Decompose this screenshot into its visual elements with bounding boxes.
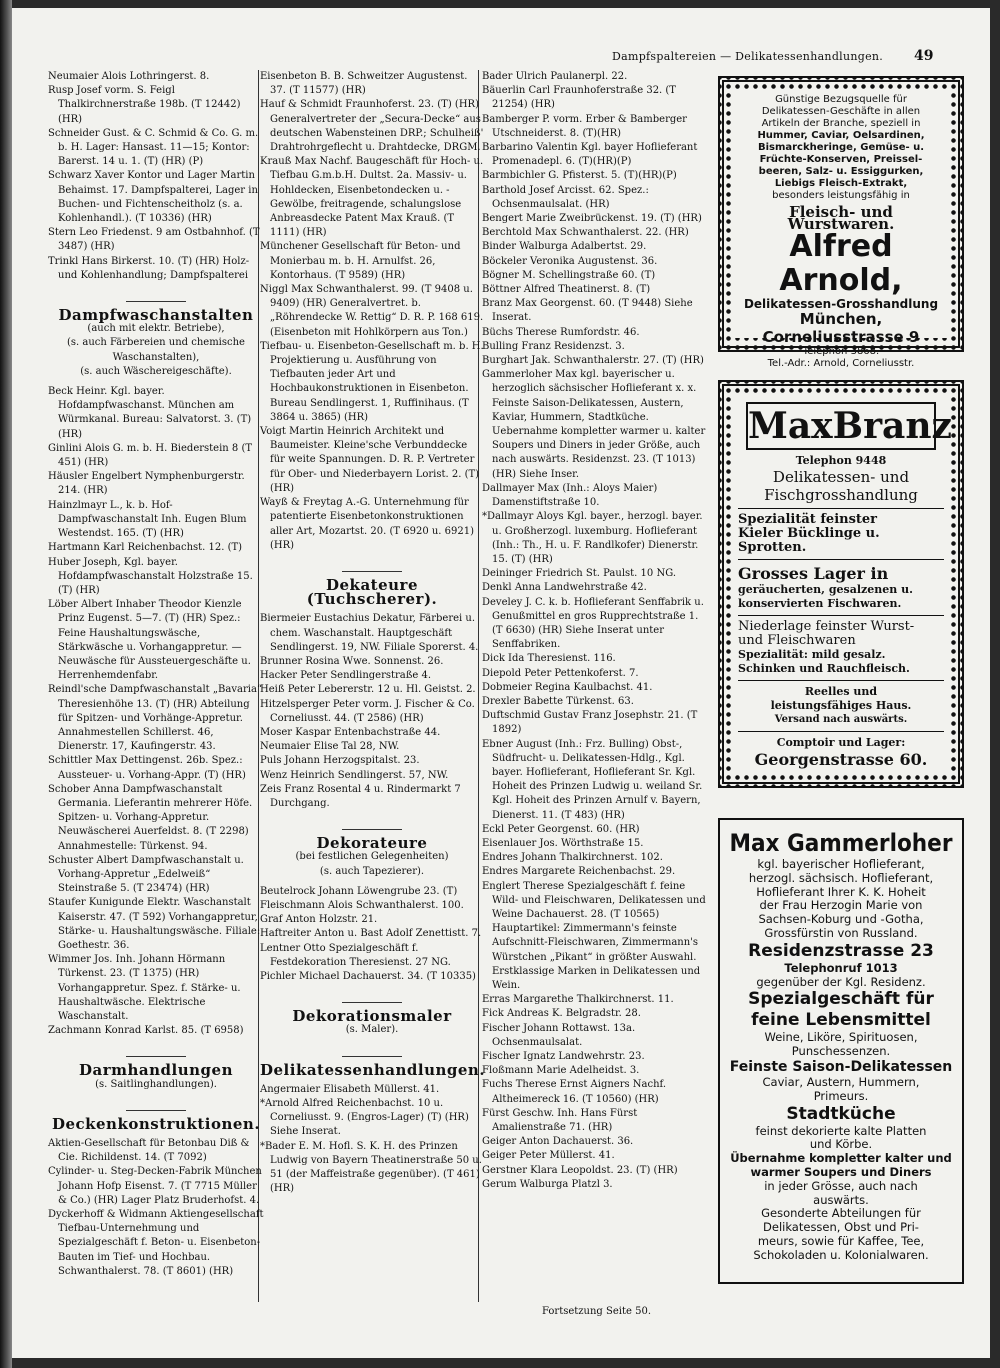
- list-item: *Bader E. M. Hofl. S. K. H. des Prinzen Ludwig von Bayern Theatinerstraße 50 u. 51 (der Maffeistraße gegenüber). (T 461) (HR): [260, 1140, 482, 1195]
- list-item: Denkl Anna Landwehrstraße 42.: [482, 582, 647, 594]
- continued-note: Fortsetzung Seite 50.: [542, 1306, 651, 1317]
- list-item: Gammerloher Max kgl. bayerischer u. herzoglich sächsischer Hoflieferant x. x. Feinste Saison-Delikatessen, Austern, Kaviar, Hummern, Stadtküche. Uebernahme kompletter warmer u. kalter Soupers und Diners in jeder Größe, auch nach auswärts. Residenzst. 23. (T 1013) (HR) Siehe Inser.: [482, 369, 706, 480]
- list-item: Erras Margarethe Thalkirchnerst. 11.: [482, 994, 674, 1006]
- list-item: Beck Heinr. Kgl. bayer. Hofdampfwaschanst. München am Würmkanal. Bureau: Salvatorst. 3. (T) (HR): [48, 386, 252, 440]
- list-item: Diepold Peter Pettenkoferst. 7.: [482, 667, 639, 679]
- ad-line: Sachsen-Koburg und -Gotha,: [758, 912, 924, 927]
- entry-list: [260, 1083, 484, 1197]
- ad-line: Comptoir und Lager:: [776, 736, 906, 749]
- ad-line: Bismarckheringe, Gemüse- u.: [757, 142, 925, 153]
- list-item: Häusler Engelbert Nymphenburgerstr. 214. (HR): [48, 471, 245, 497]
- list-item: Stern Leo Friedenst. 9 am Ostbahnhof. (T 3487) (HR): [48, 227, 260, 253]
- running-head: Dampfspaltereien — Delikatessenhandlungen.: [612, 50, 884, 63]
- ad-line: Versand nach auswärts.: [774, 714, 908, 725]
- list-item: Neumaier Elise Tal 28, NW.: [260, 741, 400, 753]
- list-item: Heiß Peter Lebererstr. 12 u. Hl. Geistst. 2.: [260, 684, 476, 696]
- ad-line: Liebigs Fleisch-Extrakt,: [774, 178, 908, 189]
- list-item: Puls Johann Herzogspitalst. 23.: [260, 755, 420, 767]
- list-item: Bader Ulrich Paulanerpl. 22.: [482, 71, 628, 82]
- list-item: Cylinder- u. Steg-Decken-Fabrik München Johann Hofp Eisenst. 7. (T 7715 Müller & Co.) (HR) Lager Platz Bruderhofst. 4.: [48, 1166, 262, 1206]
- list-item: Wayß & Freytag A.-G. Unternehmung für patentierte Eisenbetonkonstruktionen aller Art, Mozartst. 20. (T 6920 u. 6921) (HR): [260, 497, 475, 551]
- ad-line: besonders leistungsfähig in: [772, 190, 910, 201]
- list-item: Floßmann Marie Adelheidst. 3.: [482, 1065, 640, 1077]
- list-item: Pichler Michael Dachauerst. 34. (T 10335): [260, 970, 476, 982]
- ad-telegram: Tel.-Adr.: Arnold, Corneliusstr.: [767, 358, 915, 369]
- section-title: Dekorateure: [316, 834, 428, 853]
- ad-line: leistungsfähiges Haus.: [770, 699, 912, 712]
- ad-line: Niederlage feinster Wurst-: [738, 619, 915, 634]
- list-item: Hartmann Karl Reichenbachst. 12. (T): [48, 542, 243, 554]
- ad-line: Stadtküche: [786, 1103, 896, 1124]
- list-item: Zachmann Konrad Karlst. 85. (T 6958): [48, 1025, 244, 1037]
- ad-line: Spezialität: mild gesalz.: [738, 648, 886, 661]
- list-item: Hainzlmayr L., k. b. Hof-Dampfwaschanstalt Inh. Eugen Blum Westendst. 165. (T) (HR): [48, 499, 247, 540]
- entry-list: [48, 385, 264, 1038]
- list-item: Barthold Josef Arcisst. 62. Spez.: Ochsenmaulsalat. (HR): [482, 184, 649, 210]
- ad-line: Weine, Liköre, Spirituosen,: [764, 1030, 918, 1045]
- ad-line: Gesonderte Abteilungen für: [761, 1206, 921, 1221]
- list-item: Dallmayer Max (Inh.: Aloys Maier) Damenstiftstraße 10.: [482, 482, 658, 509]
- column-3: [482, 70, 708, 1192]
- list-item: Bengert Marie Zweibrückenst. 19. (T) (HR): [482, 213, 702, 225]
- list-item: *Arnold Alfred Reichenbachst. 10 u. Corneliusst. 9. (Engros-Lager) (T) (HR) Siehe Inserat.: [260, 1098, 469, 1138]
- ad-line: auswärts.: [813, 1192, 869, 1207]
- list-item: Ebner August (Inh.: Frz. Bulling) Obst-, Südfrucht- u. Delikatessen-Hdlg., Kgl. bayer. Hoflieferant, Hoflieferant Sr. Kgl. Hoheit des Prinzen Ludwig u. weiland Sr. Kgl. Hoheit des Prinzen Arnulf v. Bayern, Dienerst. 11. (T 483) (HR): [482, 738, 703, 821]
- section-note: (auch mit elektr. Betriebe),: [87, 323, 225, 335]
- list-item: Fleischmann Alois Schwanthalerst. 100.: [260, 899, 464, 911]
- list-item: Schwarz Xaver Kontor und Lager Martin Behaimst. 17. Dampfspalterei, Lager in Buchen- und Fichtenscheitholz (s. a. Kohlenhandl.). (T 10336) (HR): [48, 170, 258, 225]
- ad-line: Schinken und Rauchfleisch.: [738, 662, 910, 675]
- ad-line: Delikatessen-Geschäfte in allen: [761, 106, 921, 117]
- ad-phone: Telephon 3868.: [802, 346, 880, 357]
- list-item: Löber Albert Inhaber Theodor Kienzle Prinz Eugenst. 5—7. (T) (HR) Spez.: Feine Haushaltungswäsche, Stärkwäsche u. Vorhangappretur. — Neuwäsche für Aussteuergeschäfte u. Herrenhemdenfabr.: [48, 599, 251, 682]
- ad-headline: Fleisch- und Wurstwaren.: [787, 203, 895, 233]
- document-page: [12, 8, 990, 1358]
- section-title: Delikatessenhandlungen.: [260, 1060, 486, 1079]
- list-item: Staufer Kunigunde Elektr. Waschanstalt Kaiserstr. 47. (T 592) Vorhangappretur, Stärke- u. Haushaltungswäsche. Filiale: Goethestr. 36.: [48, 897, 261, 951]
- list-item: Lentner Otto Spezialgeschäft f. Festdekoration Theresienst. 27 NG.: [260, 942, 451, 968]
- section-heading: [260, 829, 484, 879]
- list-item: Binder Walburga Adalbertst. 29.: [482, 241, 647, 253]
- ad-line: in jeder Grösse, auch nach: [764, 1178, 918, 1193]
- ad-line: Kieler Bücklinge u. Sprotten.: [738, 526, 880, 555]
- section-note: (s. auch Wäschereigeschäfte).: [80, 365, 232, 377]
- ad-line: Grossfürstin von Russland.: [764, 925, 918, 940]
- column-2: [260, 70, 484, 1196]
- list-item: Fuchs Therese Ernst Aigners Nachf. Altheimereck 16. (T 10560) (HR): [482, 1079, 667, 1105]
- list-item: Dick Ida Theresienst. 116.: [482, 653, 616, 665]
- list-item: Endres Johann Thalkirchnerst. 102.: [482, 852, 663, 864]
- ad-line: Delikatessen, Obst und Pri-: [763, 1220, 919, 1235]
- section-title: Darmhandlungen: [79, 1061, 233, 1080]
- list-item: Develey J. C. k. b. Hoflieferant Senffabrik u. Genußmittel en gros Rupprechtstraße 1. (T 6630) (HR) Siehe Inserat unter Senffabriken.: [482, 596, 704, 651]
- list-item: Branz Max Georgenst. 60. (T 9448) Siehe Inserat.: [482, 298, 693, 324]
- ad-address: München, Corneliusstrasse 9: [762, 310, 920, 346]
- list-item: Angermaier Elisabeth Müllerst. 41.: [260, 1083, 440, 1095]
- list-item: Huber Joseph, Kgl. bayer. Hofdampfwaschanstalt Holzstraße 15. (T) (HR): [48, 556, 253, 596]
- section-title: Dekorationsmaler: [292, 1007, 452, 1026]
- ad-line: beeren, Salz- u. Essiggurken,: [758, 166, 924, 177]
- list-item: Böttner Alfred Theatinerst. 8. (T): [482, 284, 651, 296]
- ad-line: Hoflieferant Ihrer K. K. Hoheit: [756, 884, 926, 899]
- section-note: (s. auch Färbereien und chemische Waschanstalten),: [67, 337, 245, 363]
- list-item: Neumaier Alois Lothringerst. 8.: [48, 71, 210, 82]
- ad-line: Spezialität feinster: [738, 512, 878, 527]
- ad-line: kgl. bayerischer Hoflieferant,: [757, 857, 925, 871]
- list-item: Fischer Johann Rottawst. 13a. Ochsenmaulsalat.: [482, 1022, 636, 1048]
- ad-line: geräucherten, gesalzenen u.: [738, 583, 913, 596]
- list-item: Beutelrock Johann Löwengrube 23. (T): [260, 885, 458, 897]
- ad-line: Reelles und: [804, 685, 878, 698]
- list-item: Hauf & Schmidt Fraunhoferst. 23. (T) (HR) Generalvertreter der „Secura-Decke“ aus deutschen Wabensteinen DRP.; Schulheiß' Drahtrohrgeflecht u. Drahtdecke, DRGM.: [260, 99, 484, 154]
- ad-line: Punschessenzen.: [791, 1044, 891, 1059]
- list-item: Fischer Ignatz Landwehrstr. 23.: [482, 1051, 645, 1063]
- list-item: Voigt Martin Heinrich Architekt und Baumeister. Kleine'sche Verbunddecke für weite Spannungen. D. R. P. Vertreter für Ober- und Niederbayern Lorist. 2. (T) (HR): [260, 426, 480, 494]
- list-item: Reindl'sche Dampfwaschanstalt „Bavaria“ Theresienhöhe 13. (T) (HR) Abteilung für Spitzen- und Vorhänge-Appretur. Annahmestellen Schillerst. 46, Dienerstr. 17, Kaufingerstr. 43.: [48, 684, 263, 753]
- list-item: Dobmeier Regina Kaulbachst. 41.: [482, 681, 653, 693]
- ad-line: und Fleischwaren: [738, 633, 856, 648]
- list-item: Endres Margarete Reichenbachst. 29.: [482, 866, 676, 878]
- ad-line: meurs, sowie für Kaffee, Tee,: [757, 1233, 925, 1248]
- list-item: Bäuerlin Carl Fraunhoferstraße 32. (T 21254) (HR): [482, 85, 676, 111]
- list-item: Niggl Max Schwanthalerst. 99. (T 9408 u. 9409) (HR) Generalvertret. b. „Röhrendecke W. Rettig“ D. R. P. 168 619. (Eisenbeton mit Hohlkörpern aus Ton.): [260, 284, 484, 338]
- column-1: [48, 70, 264, 1279]
- list-item: Burghart Jak. Schwanthalerstr. 27. (T) (HR): [482, 355, 704, 367]
- book-spine: [0, 0, 12, 1368]
- ad-phone: Telephonruf 1013: [784, 960, 898, 975]
- ad-line: Früchte-Konserven, Preissel-: [759, 154, 923, 165]
- list-item: Fick Andreas K. Belgradstr. 28.: [482, 1008, 641, 1020]
- ad-line: warmer Soupers und Diners: [750, 1164, 932, 1179]
- list-item: Brunner Rosina Wwe. Sonnenst. 26.: [260, 655, 444, 667]
- ad-line: Caviar, Austern, Hummern,: [762, 1074, 920, 1089]
- list-item: Moser Kaspar Entenbachstraße 44.: [260, 726, 441, 738]
- section-heading: [48, 1056, 264, 1091]
- list-item: Englert Therese Spezialgeschäft f. feine Wild- und Fleischwaren, Delikatessen und Weine Dachauerst. 28. (T 10565) Hauptartikel: Zimmermann's feinste Aufschnitt-Fleischwaren, Zimmermann's Würstchen „Pikant“ in größter Auswahl. Erstklassige Marken in Delikatessen und Wein.: [482, 880, 706, 991]
- ad-line: feine Lebensmittel: [751, 1010, 931, 1031]
- ad-line: feinst dekorierte kalte Platten: [755, 1123, 927, 1138]
- list-item: Eisenbeton B. B. Schweitzer Augustenst. 37. (T 11577) (HR): [260, 71, 468, 97]
- list-item: Gerum Walburga Platzl 3.: [482, 1178, 613, 1190]
- section-note: (s. auch Tapezierer).: [319, 865, 425, 877]
- entry-list: [48, 70, 264, 283]
- list-item: Graf Anton Holzstr. 21.: [260, 914, 378, 926]
- ad-line: Artikeln der Branche, speziell in: [761, 118, 921, 129]
- ad-line: der Frau Herzogin Marie von: [759, 898, 923, 913]
- section-heading: [260, 1002, 484, 1037]
- ad-line: und Körbe.: [809, 1137, 873, 1152]
- list-item: Bamberger P. vorm. Erber & Bamberger Utschneiderst. 8. (T)(HR): [482, 113, 687, 139]
- list-item: Ginlini Alois G. m. b. H. Biederstein 8 (T 451) (HR): [48, 442, 253, 469]
- list-item: Geiger Anton Dachauerst. 36.: [482, 1136, 634, 1148]
- ad-line: gegenüber der Kgl. Residenz.: [756, 974, 926, 989]
- advert-max-gammerloher: [718, 818, 964, 1284]
- entry-list: [260, 612, 484, 811]
- list-item: Aktien-Gesellschaft für Betonbau Diß & Cie. Richildenst. 14. (T 7092): [48, 1138, 250, 1164]
- list-item: Zeis Franz Rosental 4 u. Rindermarkt 7 Durchgang.: [260, 783, 461, 809]
- list-item: Deininger Friedrich St. Paulst. 10 NG.: [482, 568, 677, 580]
- ad-line: Delikatessen- und: [772, 468, 910, 486]
- list-item: Wimmer Jos. Inh. Johann Hörmann Türkenst. 23. (T 1375) (HR) Vorhangappretur. Spez. f. Stärke- u. Haushaltwäsche. Elektrische Waschanstalt.: [48, 954, 241, 1022]
- list-item: Bulling Franz Residenzst. 3.: [482, 340, 625, 352]
- list-item: Geiger Peter Müllerst. 41.: [482, 1150, 615, 1162]
- section-heading: [48, 1110, 264, 1131]
- list-item: Barmbichler G. Pfisterst. 5. (T)(HR)(P): [482, 170, 677, 182]
- ad-line: Spezialgeschäft für: [748, 989, 934, 1010]
- list-item: Krauß Max Nachf. Baugeschäft für Hoch- u. Tiefbau G.m.b.H. Dultst. 2a. Massiv- u. Hohldecken, Eisenbetondecken u. -Gewölbe, freitragende, schalungslose Anbreasdecke Patent Max Krauß. (T 1111) (HR): [260, 156, 484, 239]
- entry-list: [260, 70, 484, 553]
- list-item: Büchs Therese Rumfordstr. 46.: [482, 326, 640, 338]
- list-item: Hacker Peter Sendlingerstraße 4.: [260, 670, 432, 682]
- section-note: (s. Saitlinghandlungen).: [95, 1078, 217, 1090]
- list-item: Barbarino Valentin Kgl. bayer Hoflieferant Promenadepl. 6. (T)(HR)(P): [482, 142, 698, 168]
- list-item: Tiefbau- u. Eisenbeton-Gesellschaft m. b. H. Projektierung u. Ausführung von Tiefbauten jeder Art und Hochbaukonstruktionen in Eisenbeton. Bureau Sendlingerst. 1, Ruffinihaus. (T 3864 u. 3865) (HR): [260, 340, 484, 423]
- list-item: Eisenlauer Jos. Wörthstraße 15.: [482, 837, 644, 849]
- ad-line: Hummer, Caviar, Oelsardinen,: [757, 130, 925, 141]
- section-note: (bei festlichen Gelegenheiten): [295, 851, 449, 863]
- advert-alfred-arnold: [718, 76, 964, 369]
- ad-line: Grosses Lager in: [738, 564, 889, 583]
- list-item: Biermeier Eustachius Dekatur, Färberei u. chem. Waschanstalt. Hauptgeschäft Sendlingerst. 19, NW. Filiale Sporerst. 4.: [260, 613, 479, 653]
- ad-line: Feinste Saison-Delikatessen: [729, 1058, 953, 1075]
- list-item: Schittler Max Dettingenst. 26b. Spez.: Aussteuer- u. Vorhang-Appr. (T) (HR): [48, 755, 246, 781]
- list-item: Berchtold Max Schwanthalerst. 22. (HR): [482, 227, 689, 239]
- section-heading: [48, 301, 264, 379]
- ad-line: herzogl. sächsisch. Hoflieferant,: [748, 870, 934, 885]
- ad-line: Übernahme kompletter kalter und: [730, 1151, 952, 1166]
- list-item: Dyckerhoff & Widmann Aktiengesellschaft Tiefbau-Unternehmung und Spezialgeschäft f. Beton- u. Eisenbeton-Bauten im Tief- und Hochbau. Schwanthalerst. 78. (T 8601) (HR): [48, 1209, 264, 1277]
- list-item: Haftreiter Anton u. Bast Adolf Zenettistt. 7.: [260, 928, 482, 940]
- list-item: Böckeler Veronika Augustenst. 36.: [482, 255, 658, 267]
- list-item: Drexler Babette Türkenst. 63.: [482, 695, 634, 707]
- section-note: (s. Maler).: [345, 1024, 399, 1036]
- list-item: Schober Anna Dampfwaschanstalt Germania. Lieferantin mehrerer Höfe. Spitzen- u. Vorhang-Appretur. Neuwäscherei Auerfeldst. 8. (T 2298) Annahmestelle: Türkenst. 94.: [48, 783, 253, 852]
- ad-line: Fischgrosshandlung: [764, 486, 918, 504]
- list-item: Münchener Gesellschaft für Beton- und Monierbau m. b. H. Arnulfst. 26, Kontorhaus. (T 9589) (HR): [260, 241, 461, 281]
- list-item: Schuster Albert Dampfwaschanstalt u. Vorhang-Appretur „Edelweiß“ Steinstraße 5. (T 23474) (HR): [48, 854, 244, 895]
- ad-phone: Telephon 9448: [795, 454, 887, 467]
- list-item: Gerstner Klara Leopoldst. 23. (T) (HR): [482, 1164, 678, 1176]
- ad-line: Günstige Bezugsquelle für: [775, 94, 907, 105]
- list-item: Bögner M. Schellingstraße 60. (T): [482, 269, 656, 281]
- ad-company-name: Alfred Arnold,: [779, 229, 903, 298]
- section-heading: [260, 1056, 484, 1077]
- section-title: Dekateure (Tuchscherer).: [306, 575, 438, 609]
- list-item: Fürst Geschw. Inh. Hans Fürst Amalienstraße 71. (HR): [482, 1107, 638, 1134]
- list-item: Rusp Josef vorm. S. Feigl Thalkirchnerstraße 198b. (T 12442) (HR): [48, 85, 241, 125]
- list-item: Hitzelsperger Peter vorm. J. Fischer & Co. Corneliusst. 44. (T 2586) (HR): [260, 698, 475, 724]
- ad-address: Georgenstrasse 60.: [754, 750, 928, 769]
- section-title: Dampfwaschanstalten: [58, 306, 254, 325]
- page-number: 49: [914, 48, 934, 64]
- section-heading: [260, 571, 484, 609]
- ad-company-name: Max Gammerloher: [729, 829, 953, 857]
- entry-list: [260, 885, 484, 984]
- ad-line: Schokoladen u. Kolonialwaren.: [753, 1247, 929, 1262]
- entry-list: [48, 1137, 264, 1279]
- entry-list: [482, 70, 708, 1192]
- ad-line: Delikatessen-Grosshandlung: [743, 297, 939, 311]
- list-item: Schneider Gust. & C. Schmid & Co. G. m. b. H. Lager: Hansast. 11—15; Kontor: Barerst. 14 u. 1. (T) (HR) (P): [48, 127, 259, 168]
- section-title: Deckenkonstruktionen.: [51, 1114, 261, 1133]
- list-item: Duftschmid Gustav Franz Josephstr. 21. (T 1892): [482, 710, 698, 736]
- list-item: Eckl Peter Georgenst. 60. (HR): [482, 823, 640, 835]
- ad-line: konservierten Fischwaren.: [738, 597, 902, 610]
- ad-address: Residenzstrasse 23: [748, 940, 934, 961]
- list-item: Wenz Heinrich Sendlingerst. 57, NW.: [260, 769, 449, 781]
- ad-logo: MaxBranz: [746, 402, 936, 450]
- list-item: Trinkl Hans Birkerst. 10. (T) (HR) Holz- und Kohlenhandlung; Dampfspalterei: [48, 255, 250, 281]
- list-item: *Dallmayr Aloys Kgl. bayer., herzogl. bayer. u. Großherzogl. luxemburg. Hoflieferant (Inh.: Th., H. u. F. Randlkofer) Dienerstr. 15. (T) (HR): [482, 511, 703, 565]
- advert-max-branz: [718, 380, 964, 788]
- ad-line: Primeurs.: [813, 1088, 869, 1103]
